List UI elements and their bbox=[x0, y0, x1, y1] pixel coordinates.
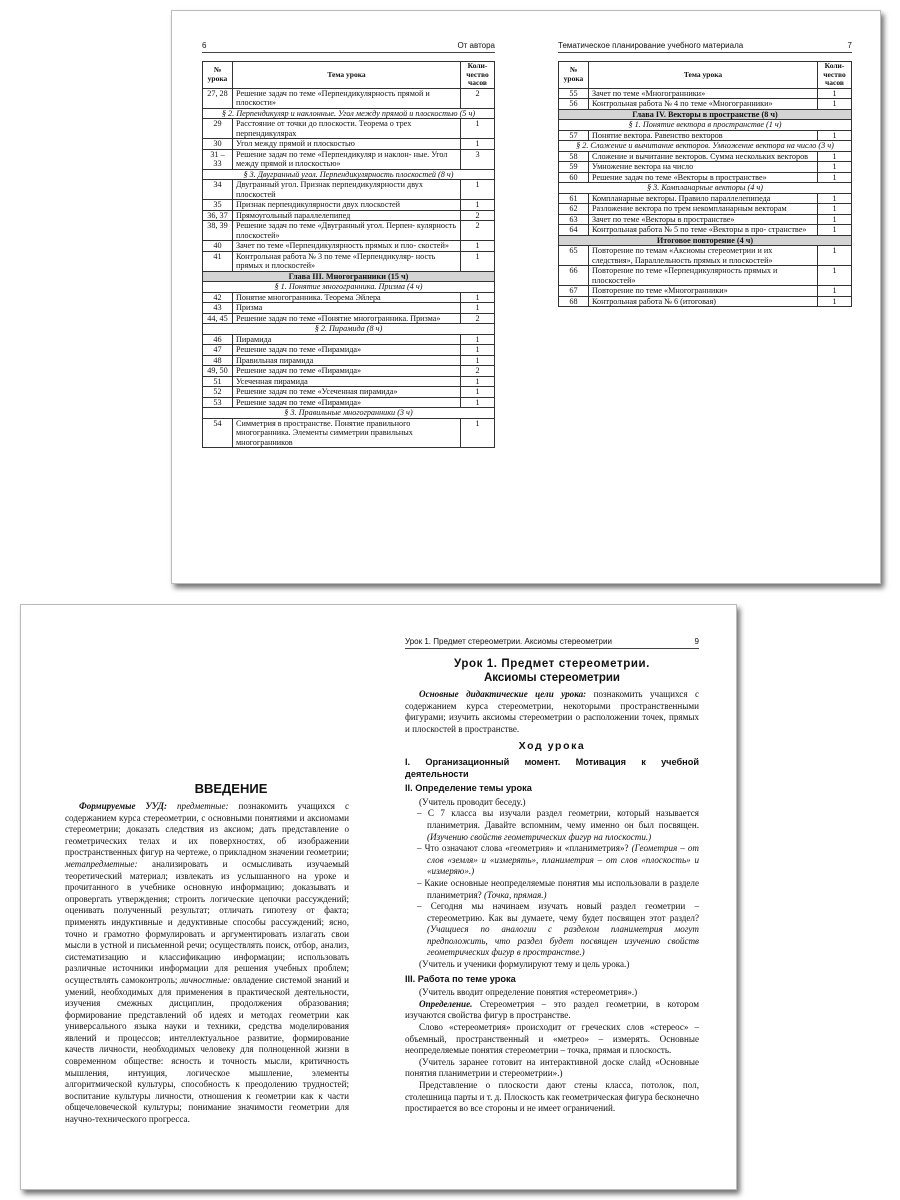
table-row bbox=[203, 251, 495, 271]
lesson-number: 57 bbox=[559, 130, 589, 141]
table-row bbox=[203, 149, 495, 169]
lesson-hours: 1 bbox=[461, 241, 495, 252]
table-row bbox=[559, 193, 852, 204]
lesson-hours: 1 bbox=[818, 162, 852, 173]
running-head-text: От автора bbox=[457, 41, 495, 50]
introduction-body bbox=[65, 801, 349, 1126]
section-row bbox=[203, 108, 495, 119]
dialog-line-2 bbox=[405, 843, 699, 878]
lesson-number: 40 bbox=[203, 241, 233, 252]
dialog-line-1 bbox=[405, 808, 699, 843]
table-row bbox=[559, 99, 852, 110]
section-title: § 2. Сложение и вычитание векторов. Умножение вектора на число (3 ч) bbox=[559, 141, 852, 152]
lesson-topic: Контрольная работа № 3 по теме «Перпендикуляр- ность прямых и плоскостей» bbox=[233, 251, 461, 271]
lesson-topic: Решение задач по теме «Усеченная пирамида» bbox=[233, 387, 461, 398]
section-row bbox=[203, 408, 495, 419]
lesson-hours: 1 bbox=[818, 99, 852, 110]
lesson-number: 51 bbox=[203, 376, 233, 387]
table-row bbox=[203, 313, 495, 324]
meta-label: метапредметные: bbox=[65, 858, 138, 869]
lesson-number: 67 bbox=[559, 286, 589, 297]
table-row bbox=[559, 162, 852, 173]
lesson-number: 29 bbox=[203, 119, 233, 139]
table-row bbox=[203, 119, 495, 139]
lesson-topic: Умножение вектора на число bbox=[589, 162, 818, 173]
section-heading-1: I. Организационный момент. Мотивация к учебной деятельности bbox=[405, 756, 699, 779]
lesson-number: 52 bbox=[203, 387, 233, 398]
subject-label: предметные: bbox=[167, 801, 229, 811]
page-number: 9 bbox=[694, 637, 699, 646]
lesson-hours: 1 bbox=[461, 397, 495, 408]
lesson-hours: 1 bbox=[818, 172, 852, 183]
dialog-text: – Какие основные неопределяемые понятия мы использовали в разделе планиметрия? bbox=[417, 877, 699, 900]
lesson-hours: 1 bbox=[818, 204, 852, 215]
lesson-body bbox=[405, 689, 699, 1115]
section-title: § 2. Перпендикуляр и наклонные. Угол между прямой и плоскостью (5 ч) bbox=[203, 108, 495, 119]
lesson-topic: Прямоугольный параллелепипед bbox=[233, 210, 461, 221]
lesson-number: 64 bbox=[559, 225, 589, 236]
lesson-topic: Правильная пирамида bbox=[233, 355, 461, 366]
lesson-hours: 1 bbox=[818, 266, 852, 286]
col-header-topic: Тема урока bbox=[233, 62, 461, 89]
table-row bbox=[559, 246, 852, 266]
lesson-number: 63 bbox=[559, 214, 589, 225]
introduction-heading: ВВЕДЕНИЕ bbox=[194, 781, 268, 796]
chapter-row bbox=[559, 235, 852, 246]
definition-label: Определение. bbox=[419, 998, 473, 1009]
table-row bbox=[559, 130, 852, 141]
definition bbox=[405, 999, 699, 1022]
lesson-hours: 1 bbox=[818, 151, 852, 162]
lesson-number: 44, 45 bbox=[203, 313, 233, 324]
lesson-hours: 1 bbox=[818, 296, 852, 307]
plane-paragraph: Представление о плоскости дают стены класса, потолок, пол, столешница парты и т. д. Плоскость как геометрическая фигура бесконечно простирается во все стороны и не имеет ограничений. bbox=[405, 1080, 699, 1114]
chapter-title: Глава IV. Векторы в пространстве (8 ч) bbox=[559, 109, 852, 120]
lesson-topic: Сложение и вычитание векторов. Сумма нескольких векторов bbox=[589, 151, 818, 162]
lesson-hours: 1 bbox=[818, 246, 852, 266]
lesson-topic: Понятие многогранника. Теорема Эйлера bbox=[233, 292, 461, 303]
lesson-hours: 1 bbox=[461, 345, 495, 356]
lesson-number: 49, 50 bbox=[203, 366, 233, 377]
col-header-hours: Коли- чество часов bbox=[461, 62, 495, 89]
lesson-hours: 1 bbox=[818, 130, 852, 141]
running-head-right bbox=[558, 41, 852, 53]
lesson-number: 55 bbox=[559, 88, 589, 99]
lesson-hours: 2 bbox=[461, 221, 495, 241]
goals-text: познакомить учащихся с содержанием курса стереометрии, некоторыми пространственными фигурами; изучить аксиомы стереометрии о расположении точек, прямых и плоскостей в пространстве. bbox=[405, 689, 699, 734]
table-row bbox=[559, 225, 852, 236]
table-row bbox=[203, 303, 495, 314]
lesson-number: 58 bbox=[559, 151, 589, 162]
table-row bbox=[203, 366, 495, 377]
lesson-number: 31 – 33 bbox=[203, 149, 233, 169]
lesson-topic: Угол между прямой и плоскостью bbox=[233, 139, 461, 150]
lesson-topic: Решение задач по теме «Пирамида» bbox=[233, 345, 461, 356]
running-head-left bbox=[202, 41, 495, 53]
table-row bbox=[203, 88, 495, 108]
top-page-spread bbox=[171, 10, 881, 584]
lesson-number: 35 bbox=[203, 200, 233, 211]
lesson-title bbox=[405, 657, 699, 685]
dialog-text: – Что означают слова «геометрия» и «планиметрия»? bbox=[417, 843, 629, 854]
lesson-hours: 1 bbox=[461, 251, 495, 271]
chapter-row bbox=[559, 109, 852, 120]
section-row bbox=[203, 169, 495, 180]
lesson-number: 48 bbox=[203, 355, 233, 366]
lesson-hours: 1 bbox=[818, 225, 852, 236]
lesson-number: 61 bbox=[559, 193, 589, 204]
lesson-number: 36, 37 bbox=[203, 210, 233, 221]
lesson-number: 27, 28 bbox=[203, 88, 233, 108]
lesson-topic: Контрольная работа № 4 по теме «Многогранники» bbox=[589, 99, 818, 110]
table-row bbox=[203, 139, 495, 150]
formulate-note: (Учитель и ученики формулируют тему и цель урока.) bbox=[419, 959, 630, 970]
chapter-row bbox=[203, 271, 495, 282]
lesson-hours: 2 bbox=[461, 313, 495, 324]
dialog-text: – С 7 класса вы изучали раздел геометрии, который называется планиметрия. Давайте вспомним, чему именно он был посвящен. bbox=[417, 808, 699, 830]
table-row bbox=[203, 387, 495, 398]
lesson-number: 38, 39 bbox=[203, 221, 233, 241]
lesson-topic: Пирамида bbox=[233, 334, 461, 345]
lesson-number: 41 bbox=[203, 251, 233, 271]
table-row bbox=[203, 200, 495, 211]
lesson-hours: 1 bbox=[461, 334, 495, 345]
lesson-number: 65 bbox=[559, 246, 589, 266]
section-heading-3: III. Работа по теме урока bbox=[405, 973, 516, 984]
lesson-number: 34 bbox=[203, 180, 233, 200]
table-row bbox=[203, 292, 495, 303]
lesson-topic: Зачет по теме «Перпендикулярность прямых и пло- скостей» bbox=[233, 241, 461, 252]
running-head-text: Урок 1. Предмет стереометрии. Аксиомы стереометрии bbox=[405, 637, 612, 646]
lesson-topic: Повторение по теме «Перпендикулярность прямых и плоскостей» bbox=[589, 266, 818, 286]
lesson-hours: 1 bbox=[461, 119, 495, 139]
col-header-num: № урока bbox=[559, 62, 589, 89]
lesson-goals bbox=[405, 689, 699, 735]
lesson-hours: 1 bbox=[461, 139, 495, 150]
lesson-number: 54 bbox=[203, 418, 233, 448]
lesson-topic: Двугранный угол. Признак перпендикулярности двух плоскостей bbox=[233, 180, 461, 200]
section-row bbox=[559, 141, 852, 152]
section-title: § 3. Правильные многогранники (3 ч) bbox=[203, 408, 495, 419]
lesson-topic: Признак перпендикулярности двух плоскостей bbox=[233, 200, 461, 211]
dialog-answer: (Учащиеся по аналогии с разделом планиметрия могут предположить, что раздел будет посвящен изучению свойств геометрических фигур в пространстве.) bbox=[427, 924, 699, 958]
table-row bbox=[203, 241, 495, 252]
section-title: § 3. Компланарные векторы (4 ч) bbox=[559, 183, 852, 194]
word-origin: Слово «стереометрия» происходит от греческих слов «стереос» – объемный, пространственный и «метрео» – измерять. Основные неопределяемые понятия стереометрии – точка, прямая и плоскость. bbox=[405, 1022, 699, 1056]
table-row bbox=[203, 397, 495, 408]
lesson-hours: 3 bbox=[461, 149, 495, 169]
lesson-plan-table-right bbox=[558, 61, 852, 307]
intro-note: (Учитель вводит определение понятия «стереометрия».) bbox=[419, 987, 638, 998]
lesson-hours: 1 bbox=[461, 292, 495, 303]
lesson-hours: 1 bbox=[818, 214, 852, 225]
section-row bbox=[559, 183, 852, 194]
dialog-answer: (Геометрия – от слов «земля» и «измерять», планиметрия – от слов «плоскость» и «измеряю».) bbox=[427, 843, 700, 877]
table-row bbox=[203, 210, 495, 221]
lesson-hours: 1 bbox=[818, 88, 852, 99]
lesson-hours: 1 bbox=[818, 286, 852, 297]
lesson-number: 68 bbox=[559, 296, 589, 307]
section-row bbox=[203, 282, 495, 293]
lesson-topic: Решение задач по теме «Перпендикуляр и наклон- ные. Угол между прямой и плоскостью» bbox=[233, 149, 461, 169]
table-row bbox=[559, 88, 852, 99]
lesson-topic: Компланарные векторы. Правило параллелепипеда bbox=[589, 193, 818, 204]
table-row bbox=[559, 151, 852, 162]
lesson-hours: 2 bbox=[461, 88, 495, 108]
running-head-text: Тематическое планирование учебного материала bbox=[558, 41, 744, 50]
lesson-topic: Решение задач по теме «Векторы в пространстве» bbox=[589, 172, 818, 183]
lesson-hours: 1 bbox=[461, 418, 495, 448]
table-row bbox=[559, 204, 852, 215]
lesson-hours: 1 bbox=[818, 193, 852, 204]
lesson-topic: Повторение по темам «Аксиомы стереометрии и их следствия», Параллельность прямых и плоскостей» bbox=[589, 246, 818, 266]
table-row bbox=[203, 345, 495, 356]
goals-label: Основные дидактические цели урока: bbox=[419, 689, 587, 699]
dialog-answer: (Точка, прямая.) bbox=[481, 889, 547, 900]
lesson-topic: Расстояние от точки до плоскости. Теорема о трех перпендикулярах bbox=[233, 119, 461, 139]
lesson-number: 42 bbox=[203, 292, 233, 303]
lesson-hours: 1 bbox=[461, 376, 495, 387]
table-row bbox=[203, 180, 495, 200]
lesson-hours: 1 bbox=[461, 303, 495, 314]
page-number: 7 bbox=[847, 41, 852, 50]
lesson-number: 59 bbox=[559, 162, 589, 173]
table-row bbox=[559, 286, 852, 297]
lesson-topic: Решение задач по теме «Понятие многогранника. Призма» bbox=[233, 313, 461, 324]
lesson-topic: Контрольная работа № 6 (итоговая) bbox=[589, 296, 818, 307]
col-header-num: № урока bbox=[203, 62, 233, 89]
lesson-number: 46 bbox=[203, 334, 233, 345]
lesson-hours: 1 bbox=[461, 355, 495, 366]
subject-text: познакомить учащихся с содержанием курса стереометрии, с основными понятиями и аксиомами стереометрии; доказать следствия из аксиом; дать представление о геометрических телах и их поверхностях, об изображении пространственных фигур на чертеже, о прикладном значении геометрии; bbox=[65, 801, 349, 858]
lesson-topic: Контрольная работа № 5 по теме «Векторы в про- странстве» bbox=[589, 225, 818, 236]
lesson-topic: Зачет по теме «Многогранники» bbox=[589, 88, 818, 99]
lesson-topic: Решение задач по теме «Перпендикулярность прямой и плоскости» bbox=[233, 88, 461, 108]
personal-label: личностные: bbox=[180, 974, 231, 985]
lesson-hours: 1 bbox=[461, 200, 495, 211]
lesson-topic: Повторение по теме «Многогранники» bbox=[589, 286, 818, 297]
section-title: § 1. Понятие вектора в пространстве (1 ч) bbox=[559, 120, 852, 131]
col-header-topic: Тема урока bbox=[589, 62, 818, 89]
lesson-number: 62 bbox=[559, 204, 589, 215]
dialog-line-4 bbox=[405, 901, 699, 959]
personal-text: овладение системой знаний и умений, необходимых для применения в практической деятельности, изучения смежных дисциплин, продолжения образования; формирование представлений об идеях и методах геометрии как универсального языка науки и техники, средства моделирования явлений и процессов; интеллектуальное развитие, формирование качеств личности, необходимых человеку для полноценной жизни в современном обществе: ясность и точность мысли, критичность мышления, интуиция, логическое мышление, элементы алгоритмической культуры, способность к преодолению трудностей; воспитание культуры личности, отношения к геометрии как к части общечеловеческой культуры; понимание значимости геометрии для научно-технического прогресса. bbox=[65, 974, 350, 1125]
table-row bbox=[559, 266, 852, 286]
section-title: § 1. Понятие многогранника. Призма (4 ч) bbox=[203, 282, 495, 293]
dialog-line-3 bbox=[405, 878, 699, 901]
lesson-topic: Симметрия в пространстве. Понятие правильного многогранника. Элементы симметрии правильных многогранников bbox=[233, 418, 461, 448]
lesson-number: 47 bbox=[203, 345, 233, 356]
table-row bbox=[559, 214, 852, 225]
lesson-plan-table-left bbox=[202, 61, 495, 448]
lesson-hours: 2 bbox=[461, 366, 495, 377]
table-row bbox=[203, 334, 495, 345]
teacher-note: (Учитель проводит беседу.) bbox=[419, 796, 526, 807]
lesson-topic: Зачет по теме «Векторы в пространстве» bbox=[589, 214, 818, 225]
lesson-topic: Понятие вектора. Равенство векторов bbox=[589, 130, 818, 141]
lesson-topic: Разложение вектора по трем некомпланарным векторам bbox=[589, 204, 818, 215]
lesson-number: 43 bbox=[203, 303, 233, 314]
dialog-text: – Сегодня мы начинаем изучать новый раздел геометрии – стереометрию. Как вы думаете, чему будет посвящен этот раздел? bbox=[417, 901, 699, 923]
table-row bbox=[203, 221, 495, 241]
table-row bbox=[559, 296, 852, 307]
table-row bbox=[203, 418, 495, 448]
lesson-flow-heading: Ход урока bbox=[518, 740, 586, 753]
lesson-topic: Решение задач по теме «Пирамида» bbox=[233, 397, 461, 408]
section-title: § 2. Пирамида (8 ч) bbox=[203, 324, 495, 335]
table-row bbox=[559, 172, 852, 183]
running-head-lesson bbox=[405, 637, 699, 649]
lesson-number: 30 bbox=[203, 139, 233, 150]
definition-text: Стереометрия – это раздел геометрии, в котором изучаются свойства фигур в пространстве. bbox=[405, 998, 699, 1021]
chapter-title: Глава III. Многогранники (15 ч) bbox=[203, 271, 495, 282]
chapter-title: Итоговое повторение (4 ч) bbox=[559, 235, 852, 246]
lesson-number: 60 bbox=[559, 172, 589, 183]
dialog-answer: (Изучению свойств геометрических фигур на плоскости.) bbox=[427, 831, 652, 842]
lesson-hours: 1 bbox=[461, 180, 495, 200]
lesson-number: 66 bbox=[559, 266, 589, 286]
col-header-hours: Коли- чество часов bbox=[818, 62, 852, 89]
lesson-title-line2: Аксиомы стереометрии bbox=[483, 672, 621, 684]
lesson-topic: Призма bbox=[233, 303, 461, 314]
lesson-hours: 2 bbox=[461, 210, 495, 221]
bottom-page-spread bbox=[20, 604, 737, 1190]
meta-text: анализировать и осмысливать изучаемый теоретический материал; извлекать из услышанного на уроке и прочитанного в учебнике основную информацию; доказывать и опровергать утверждения; строить логические цепочки рассуждений; оценивать полученный результат; отличать гипотезу от факта; применять индуктивные и дедуктивные способы рассуждений; ясно, точно и грамотно формулировать и аргументировать излагать свои мысли в устной и письменной речи; осуществлять поиск, отбор, анализ, систематизацию и классификацию информации; использовать различные источники информации для решения учебных проблем; осуществлять самоконтроль; bbox=[65, 858, 349, 985]
table-row bbox=[203, 355, 495, 366]
lesson-topic: Решение задач по теме «Пирамида» bbox=[233, 366, 461, 377]
lesson-hours: 1 bbox=[461, 387, 495, 398]
table-row bbox=[203, 376, 495, 387]
lesson-topic: Решение задач по теме «Двугранный угол. Перпен- кулярность плоскостей» bbox=[233, 221, 461, 241]
page-number: 6 bbox=[202, 41, 207, 50]
uud-label: Формируемые УУД: bbox=[79, 801, 168, 811]
slide-note: (Учитель заранее готовит на интерактивной доске слайд «Основные понятия планиметрии и стереометрии».) bbox=[405, 1056, 699, 1079]
lesson-number: 53 bbox=[203, 397, 233, 408]
section-row bbox=[203, 324, 495, 335]
section-heading-2: II. Определение темы урока bbox=[405, 783, 532, 794]
section-row bbox=[559, 120, 852, 131]
lesson-title-line1: Урок 1. Предмет стереометрии. bbox=[454, 658, 650, 670]
lesson-number: 56 bbox=[559, 99, 589, 110]
section-title: § 3. Двугранный угол. Перпендикулярность плоскостей (8 ч) bbox=[203, 169, 495, 180]
lesson-topic: Усеченная пирамида bbox=[233, 376, 461, 387]
